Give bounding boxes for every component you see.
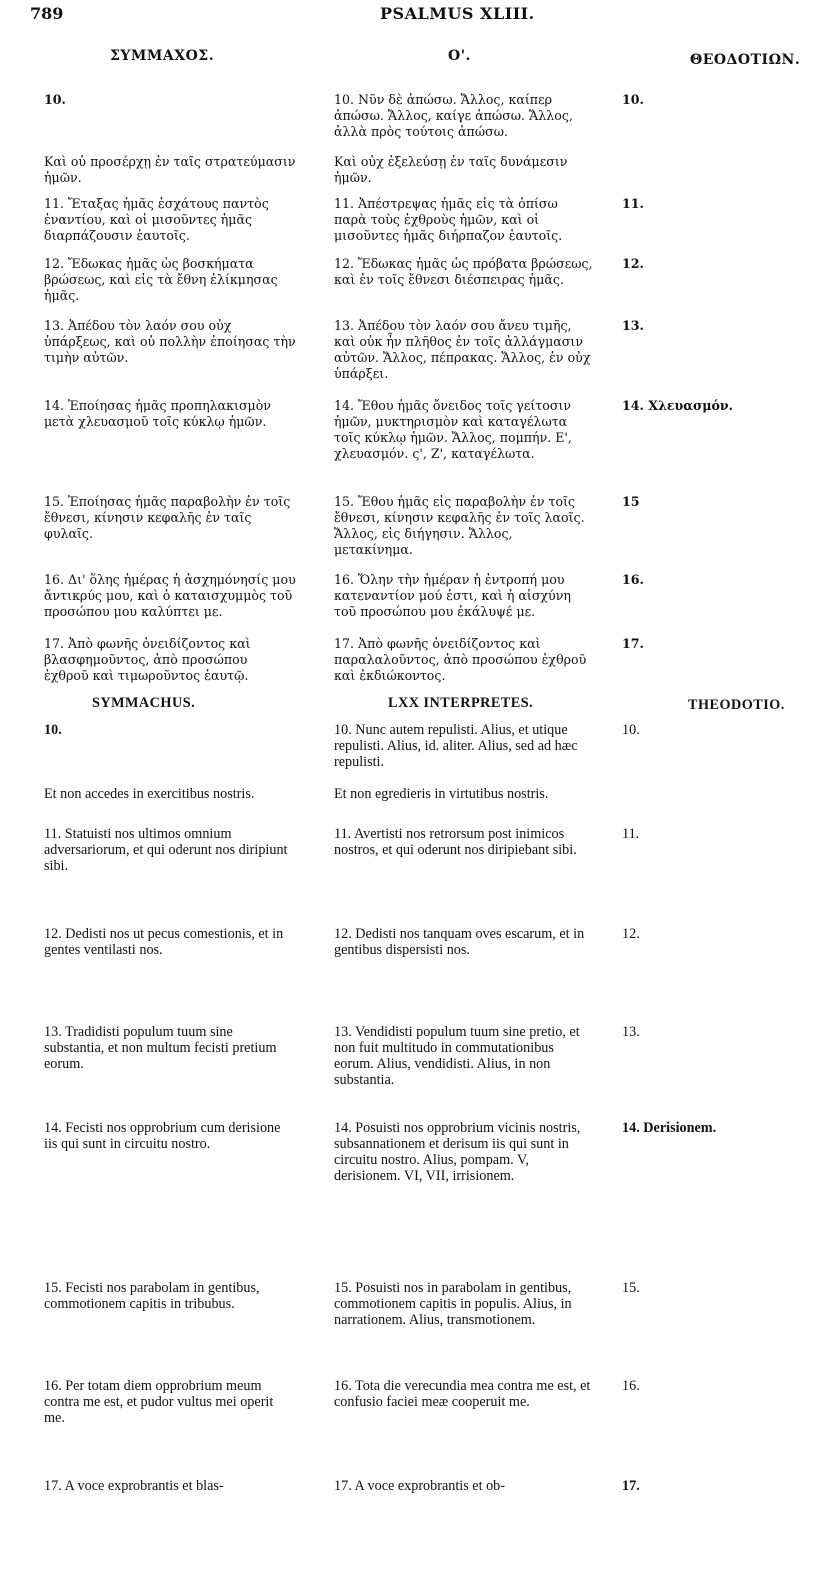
latin-theodotion-text: 11. [622, 826, 640, 842]
greek-symmachus-text: 12. Ἔδωκας ἡμᾶς ὡς βοσκήματα βρώσεως, καὶ εἰς τὰ ἔθνη ἐλίκμησας ἡμᾶς. [44, 256, 278, 303]
greek-theodotion-text: 13. [622, 318, 644, 333]
latin-symmachus-text: 13. Tradidisti populum tuum sine substantia, et non multum fecisti pretium eorum. [44, 1024, 277, 1072]
latin-header-septuagint: LXX INTERPRETES. [388, 695, 534, 711]
latin-symmachus-text: Et non accedes in exercitibus nostris. [44, 786, 255, 802]
greek-septuagint-text: 16. Ὅλην τὴν ἡμέραν ἡ ἐντροπή μου κατεναντίον μού ἐστι, καὶ ἡ αἰσχύνη τοῦ προσώπου μου ἐκάλυψέ με. [334, 572, 571, 619]
greek-symmachus-text: 13. Ἀπέδου τὸν λαόν σου οὐχ ὑπάρξεως, καὶ οὐ πολλὴν ἐποίησας τὴν τιμὴν αὐτῶν. [44, 318, 296, 365]
greek-theodotion-text: 12. [622, 256, 644, 271]
latin-theodotion-text: 12. [622, 926, 640, 942]
latin-septuagint-text: 11. Avertisti nos retrorsum post inimicos nostros, et qui oderunt nos diripiebant sibi. [334, 826, 577, 858]
greek-symmachus-text: 17. Ἀπὸ φωνῆς ὀνειδίζοντος καὶ βλασφημοῦντος, ἀπὸ προσώπου ἐχθροῦ καὶ τιμωροῦντος ἑαυτῷ. [44, 636, 251, 683]
latin-septuagint-text: 15. Posuisti nos in parabolam in gentibus, commotionem capitis in populis. Alius, in narrationem. Alius, transmotionem. [334, 1280, 572, 1328]
latin-septuagint-text: 13. Vendidisti populum tuum sine pretio, et non fuit multitudo in commutationibus eorum. Alius, vendidisti. Alius, in non substantia. [334, 1024, 580, 1088]
latin-symmachus-text: 16. Per totam diem opprobrium meum contra me est, et pudor vultus mei operit me. [44, 1378, 274, 1426]
greek-theodotion-text: 16. [622, 572, 644, 587]
greek-symmachus-text: 11. Ἔταξας ἡμᾶς ἐσχάτους παντὸς ἐναντίου, καὶ οἱ μισοῦντες ἡμᾶς διαρπάζουσιν ἑαυτοῖς. [44, 196, 269, 243]
greek-theodotion-text: 11. [622, 196, 644, 211]
latin-symmachus-text: 10. [44, 722, 62, 738]
latin-symmachus-text: 17. A voce exprobrantis et blas- [44, 1478, 224, 1494]
latin-theodotion-text: 17. [622, 1478, 640, 1494]
latin-septuagint-text: 12. Dedisti nos tanquam oves escarum, et in gentibus dispersisti nos. [334, 926, 585, 958]
latin-theodotion-text: 13. [622, 1024, 640, 1040]
greek-septuagint-text: 17. Ἀπὸ φωνῆς ὀνειδίζοντος καὶ παραλαλοῦντος, ἀπὸ προσώπου ἐχθροῦ καὶ ἐκδιώκοντος. [334, 636, 587, 683]
page-number: 789 [30, 4, 64, 23]
greek-theodotion-text: 17. [622, 636, 644, 651]
greek-symmachus-text: 14. Ἐποίησας ἡμᾶς προπηλακισμὸν μετὰ χλευασμοῦ τοῖς κύκλῳ ἡμῶν. [44, 398, 271, 429]
greek-theodotion-text: 14. Χλευασμόν. [622, 398, 734, 413]
latin-septuagint-text: 16. Tota die verecundia mea contra me est, et confusio faciei meæ cooperuit me. [334, 1378, 591, 1410]
latin-header-symmachus: SYMMACHUS. [92, 695, 196, 711]
running-title: PSALMUS XLIII. [380, 4, 535, 23]
latin-symmachus-text: 15. Fecisti nos parabolam in gentibus, commotionem capitis in tribubus. [44, 1280, 260, 1312]
greek-septuagint-text: 10. Νῦν δὲ ἀπώσω. Ἄλλος, καίπερ ἀπώσω. Ἄλλος, καίγε ἀπώσω. Ἄλλος, ἀλλὰ πρὸς τούτοις ἀπώσω. [334, 92, 573, 139]
greek-septuagint-text: 12. Ἔδωκας ἡμᾶς ὡς πρόβατα βρώσεως, καὶ ἐν τοῖς ἔθνεσι διέσπειρας ἡμᾶς. [334, 256, 593, 287]
latin-header-theodotion: THEODOTIO. [688, 697, 785, 713]
greek-header-theodotion: ΘΕΟΔΟΤΙΩΝ. [690, 52, 801, 68]
greek-septuagint-text: 13. Ἀπέδου τὸν λαόν σου ἄνευ τιμῆς, καὶ οὐκ ἦν πλῆθος ἐν τοῖς ἀλλάγμασιν αὐτῶν. Ἄλλος, πέπρακας. Ἄλλος, ἐν οὐχ ὑπάρξει. [334, 318, 591, 381]
greek-septuagint-text: 14. Ἔθου ἡμᾶς ὄνειδος τοῖς γείτοσιν ἡμῶν, μυκτηρισμὸν καὶ καταγέλωτα τοῖς κύκλῳ ἡμῶν. Ἄλλος, πομπήν. Ε', χλευασμόν. ς', Ζ', καταγέλωτα. [334, 398, 572, 461]
greek-symmachus-text: 15. Ἐποίησας ἡμᾶς παραβολὴν ἐν τοῖς ἔθνεσι, κίνησιν κεφαλῆς ἐν ταῖς φυλαῖς. [44, 494, 291, 541]
latin-symmachus-text: 11. Statuisti nos ultimos omnium adversariorum, et qui oderunt nos diripiunt sibi. [44, 826, 288, 874]
greek-header-symmachus: ΣΥΜΜΑΧΟΣ. [110, 48, 215, 64]
greek-theodotion-text: 15 [622, 494, 640, 509]
latin-theodotion-text: 15. [622, 1280, 640, 1296]
greek-symmachus-text: 10. [44, 92, 66, 107]
latin-theodotion-text: 16. [622, 1378, 640, 1394]
latin-symmachus-text: 14. Fecisti nos opprobrium cum derisione iis qui sunt in circuitu nostro. [44, 1120, 281, 1152]
greek-header-septuagint: Ο'. [448, 48, 471, 64]
latin-theodotion-text: 10. [622, 722, 640, 738]
greek-septuagint-text: 15. Ἔθου ἡμᾶς εἰς παραβολὴν ἐν τοῖς ἔθνεσι, κίνησιν κεφαλῆς ἐν τοῖς λαοῖς. Ἄλλος, εἰς διήγησιν. Ἄλλος, μετακίνημα. [334, 494, 585, 557]
latin-theodotion-text: 14. Derisionem. [622, 1120, 717, 1136]
latin-septuagint-text: 14. Posuisti nos opprobrium vicinis nostris, subsannationem et derisum iis qui sunt in circuitu nostro. Alius, pompam. V, derisionem. VI, VII, irrisionem. [334, 1120, 581, 1184]
latin-septuagint-text: 10. Nunc autem repulisti. Alius, et utique repulisti. Alius, id. aliter. Alius, sed ad hæc repulisti. [334, 722, 578, 770]
latin-septuagint-text: Et non egredieris in virtutibus nostris. [334, 786, 549, 802]
latin-symmachus-text: 12. Dedisti nos ut pecus comestionis, et in gentes ventilasti nos. [44, 926, 284, 958]
latin-septuagint-text: 17. A voce exprobrantis et ob- [334, 1478, 505, 1494]
greek-symmachus-text: 16. Δι' ὅλης ἡμέρας ἡ ἀσχημόνησίς μου ἄντικρύς μου, καὶ ὁ καταισχυμμὸς τοῦ προσώπου μου καλύπτει με. [44, 572, 296, 619]
greek-theodotion-text: 10. [622, 92, 644, 107]
greek-septuagint-text: Καὶ οὐχ ἐξελεύσῃ ἐν ταῖς δυνάμεσιν ἡμῶν. [334, 154, 568, 185]
greek-symmachus-text: Καὶ οὐ προσέρχῃ ἐν ταῖς στρατεύμασιν ἡμῶν. [44, 154, 296, 185]
greek-septuagint-text: 11. Ἀπέστρεψας ἡμᾶς εἰς τὰ ὀπίσω παρὰ τοὺς ἐχθροὺς ἡμῶν, καὶ οἱ μισοῦντες ἡμᾶς διήρπαζον ἑαυτοῖς. [334, 196, 563, 243]
